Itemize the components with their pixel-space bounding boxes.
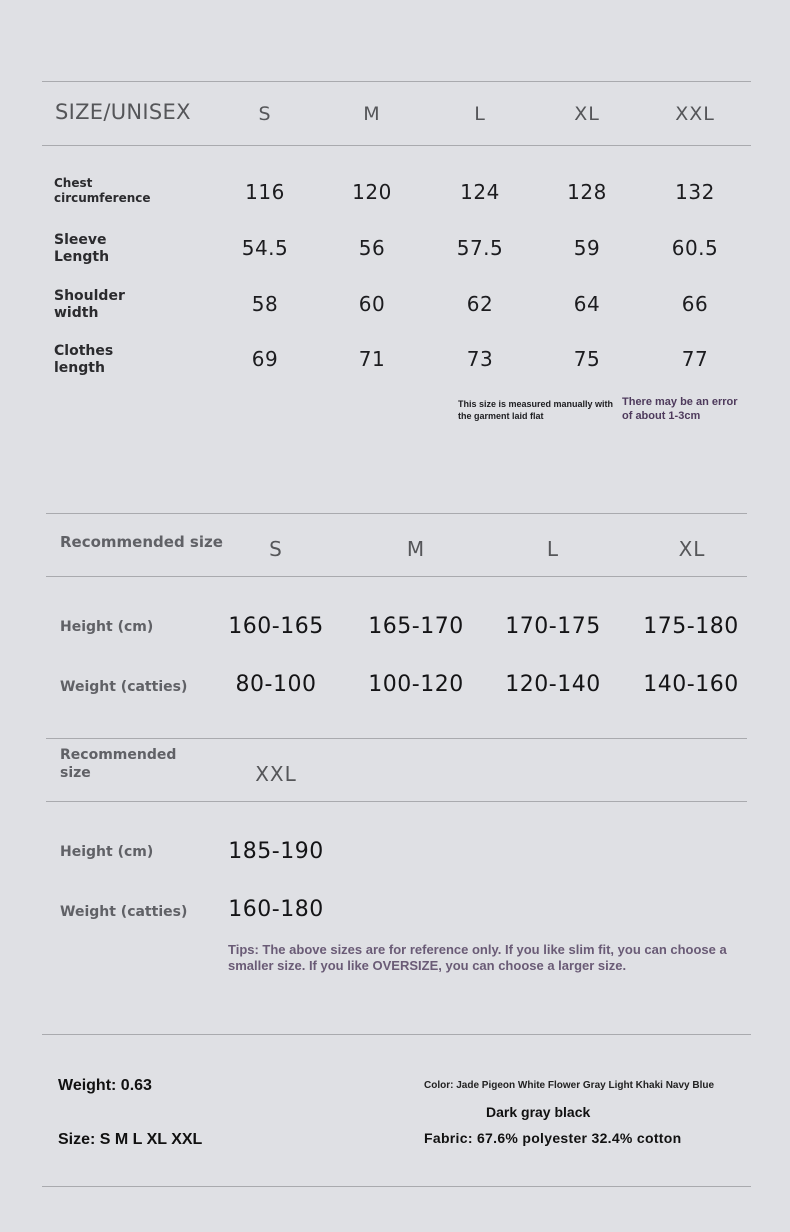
table-cell: 59 (573, 236, 601, 260)
row-label-chest: Chest circumference (54, 176, 151, 205)
table-cell: 62 (466, 292, 494, 316)
tips-text: Tips: The above sizes are for reference only. If you like slim fit, you can choose a smaller size. If you like OVERSIZE, you can choose a larger size. (228, 942, 727, 973)
table-cell: 64 (573, 292, 601, 316)
rec2-header-label: Recommended size (60, 747, 177, 781)
rule-rec2-top (46, 738, 747, 739)
rec1-size-m: M (406, 537, 426, 561)
row-label-length: Clothes length (54, 343, 114, 376)
rec2-weight-xxl: 160-180 (228, 897, 324, 922)
table-cell: 54.5 (241, 236, 289, 260)
footer-size: Size: S M L XL XXL (58, 1131, 203, 1148)
table-cell: 69 (251, 347, 279, 371)
rec1-height-m: 165-170 (368, 614, 464, 639)
rec1-size-l: L (546, 537, 560, 561)
row-label-sleeve: Sleeve Length (54, 232, 110, 265)
table-cell: 132 (675, 180, 715, 204)
footer-fabric: Fabric: 67.6% polyester 32.4% cotton (424, 1130, 682, 1146)
table-cell: 60 (358, 292, 386, 316)
rule-footer-top (42, 1034, 751, 1035)
rec1-size-s: S (269, 537, 283, 561)
rec1-weight-s: 80-100 (235, 672, 317, 697)
table-cell: 116 (245, 180, 285, 204)
table-cell: 58 (251, 292, 279, 316)
note-error: There may be an error of about 1-3cm (622, 396, 738, 422)
size-table-header-label: SIZE/UNISEX (55, 100, 191, 124)
table-cell: 56 (358, 236, 386, 260)
table-cell: 75 (573, 347, 601, 371)
rule-rec2-header (46, 801, 747, 802)
rule-footer-bottom (42, 1186, 751, 1187)
table-cell: 124 (460, 180, 500, 204)
rec1-weight-m: 100-120 (368, 672, 464, 697)
table-cell: 57.5 (456, 236, 504, 260)
table-cell: 60.5 (671, 236, 719, 260)
table-cell: 66 (681, 292, 709, 316)
table-cell: 128 (567, 180, 607, 204)
size-header-s: S (258, 103, 272, 125)
rule-rec1-top (46, 513, 747, 514)
table-cell: 71 (358, 347, 386, 371)
rec1-height-xl: 175-180 (643, 614, 739, 639)
rec1-weight-l: 120-140 (505, 672, 601, 697)
rec1-height-label: Height (cm) (60, 619, 154, 635)
rule-rec1-header (46, 576, 747, 577)
size-header-xxl: XXL (675, 103, 715, 125)
rec1-height-s: 160-165 (228, 614, 324, 639)
footer-color: Color: Jade Pigeon White Flower Gray Light Khaki Navy Blue (424, 1080, 715, 1091)
rec1-weight-xl: 140-160 (643, 672, 739, 697)
rec2-weight-label: Weight (catties) (60, 904, 188, 920)
table-cell: 73 (466, 347, 494, 371)
rule-top (42, 81, 751, 82)
table-cell: 77 (681, 347, 709, 371)
size-header-xl: XL (574, 103, 600, 125)
footer-color-line2: Dark gray black (486, 1104, 591, 1120)
rec1-header-label: Recommended size (60, 533, 223, 551)
rec1-weight-label: Weight (catties) (60, 679, 188, 695)
rec2-height-label: Height (cm) (60, 844, 154, 860)
rule-size-header (42, 145, 751, 146)
rec2-height-xxl: 185-190 (228, 839, 324, 864)
rec1-height-l: 170-175 (505, 614, 601, 639)
size-header-m: M (363, 103, 381, 125)
note-measured: This size is measured manually with the garment laid flat (458, 399, 614, 421)
rec2-size-xxl: XXL (255, 762, 297, 786)
rec1-size-xl: XL (678, 537, 706, 561)
size-header-l: L (474, 103, 486, 125)
row-label-shoulder: Shoulder width (54, 288, 125, 321)
footer-weight: Weight: 0.63 (58, 1077, 152, 1094)
table-cell: 120 (352, 180, 392, 204)
